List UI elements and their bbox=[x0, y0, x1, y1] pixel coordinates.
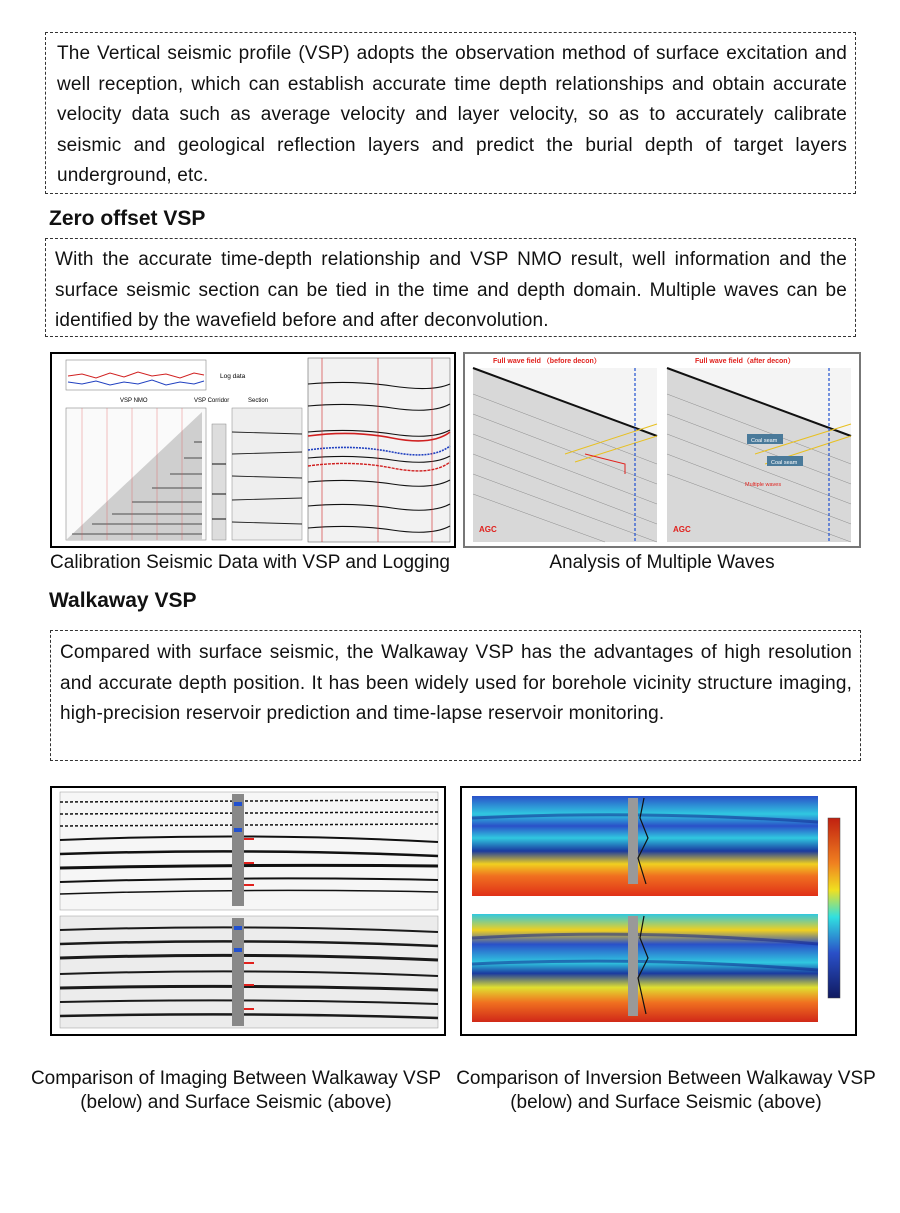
intro-text: The Vertical seismic profile (VSP) adopts the observation method of surface excitation and well reception, which can establish accurate time depth relationships and obtain accurate velocity data such as average velocity and layer velocity, so as to accurately calibrate seismic and geological reflection layers and predict the burial depth of target layers underground, etc. bbox=[57, 43, 847, 186]
calibration-figure-image bbox=[52, 354, 454, 546]
calibration-figure bbox=[50, 352, 456, 548]
log-data-label: Log data bbox=[220, 373, 246, 380]
walkaway-heading: Walkaway VSP bbox=[49, 589, 197, 612]
intro-box bbox=[45, 32, 856, 194]
inversion-comparison-figure-image bbox=[462, 788, 855, 1034]
agc-left-label: AGC bbox=[479, 525, 497, 534]
multiple-waves-figure-image bbox=[465, 354, 859, 546]
agc-right-label: AGC bbox=[673, 525, 691, 534]
imaging-comparison-caption: Comparison of Imaging Between Walkaway VSP (below) and Surface Seismic (above) bbox=[30, 1068, 442, 1113]
coal-seam-label-1: Coal seam bbox=[751, 438, 778, 444]
section-label: Section bbox=[248, 398, 269, 404]
imaging-comparison-figure bbox=[50, 786, 446, 1036]
zero-offset-box bbox=[45, 238, 856, 337]
zero-offset-heading: Zero offset VSP bbox=[49, 207, 206, 230]
calibration-caption: Calibration Seismic Data with VSP and Logging bbox=[50, 552, 450, 573]
walkaway-text: Compared with surface seismic, the Walkaway VSP has the advantages of high resolution and accurate depth position. It has been widely used for borehole vicinity structure imaging, high-precision reservoir prediction and time-lapse reservoir monitoring. bbox=[60, 642, 852, 724]
vsp-corridor-label: VSP Corridor bbox=[194, 398, 230, 404]
imaging-comparison-figure-image bbox=[52, 788, 444, 1034]
multiple-waves-caption: Analysis of Multiple Waves bbox=[549, 552, 775, 573]
inversion-comparison-caption: Comparison of Inversion Between Walkaway VSP (below) and Surface Seismic (above) bbox=[456, 1068, 876, 1113]
coal-seam-label-2: Coal seam bbox=[771, 460, 798, 466]
walkaway-box bbox=[50, 630, 861, 761]
zero-offset-text: With the accurate time-depth relationship and VSP NMO result, well information and the surface seismic section can be tied in the time and depth domain. Multiple waves can be identified by the wavefield before and after deconvolution. bbox=[55, 249, 847, 331]
vsp-nmo-label: VSP NMO bbox=[120, 398, 148, 404]
multiple-waves-figure bbox=[463, 352, 861, 548]
inversion-comparison-figure bbox=[460, 786, 857, 1036]
multiple-waves-label: Multiple waves bbox=[745, 482, 782, 488]
after-decon-title: Full wave field（after decon） bbox=[695, 358, 795, 365]
before-decon-title: Full wave field （before decon） bbox=[493, 358, 601, 365]
